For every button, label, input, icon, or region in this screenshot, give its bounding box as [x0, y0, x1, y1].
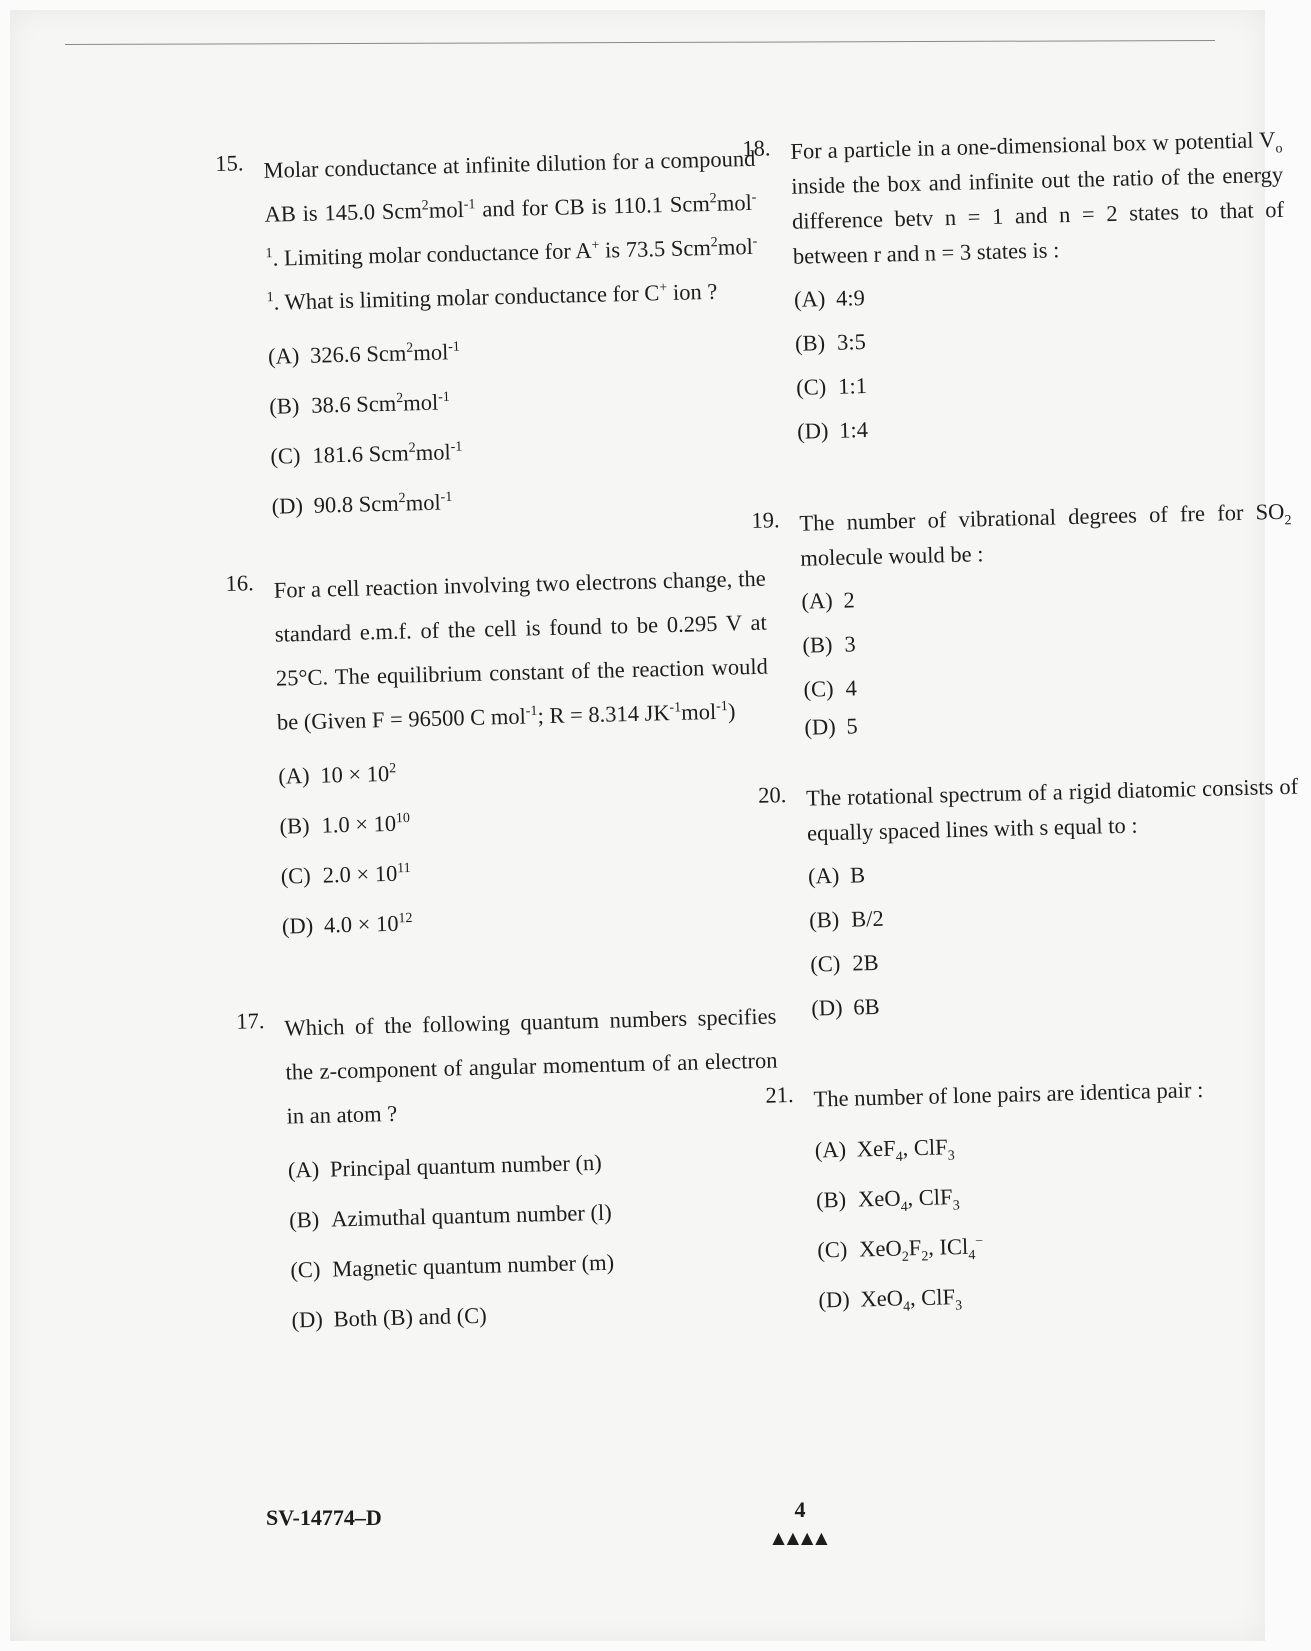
- option-b[interactable]: (B) XeO$_4$, ClF$_3$: [815, 1184, 960, 1215]
- option-c[interactable]: (C) 2B: [809, 949, 879, 977]
- question-number: 17.: [235, 1008, 265, 1034]
- option-c[interactable]: (C) 181.6 Scm$^2$mol$^{-1}$: [270, 439, 463, 469]
- option-c[interactable]: (C) 1:1: [795, 373, 868, 400]
- option-c[interactable]: (C) $2.0 \times 10^{11}$: [280, 860, 411, 889]
- top-rule: [65, 40, 1215, 45]
- option-d[interactable]: (D) Both (B) and (C): [291, 1302, 487, 1333]
- option-a[interactable]: (A) B: [807, 862, 866, 889]
- option-c[interactable]: (C) Magnetic quantum number (m): [290, 1249, 615, 1283]
- question-20: [758, 769, 1305, 1082]
- option-d[interactable]: (D) $4.0 \times 10^{12}$: [281, 910, 413, 939]
- option-b[interactable]: (B) B/2: [808, 905, 885, 933]
- question-text: The number of lone pairs are identica pair :: [813, 1077, 1204, 1112]
- question-15: [215, 137, 765, 570]
- option-a[interactable]: (A) 326.6 Scm$^2$mol$^{-1}$: [267, 339, 461, 369]
- question-text: The number of vibrational degrees of fre for $SO_2$ molecule would be :: [799, 498, 1292, 571]
- option-d[interactable]: (D) 1:4: [796, 417, 869, 444]
- question-number: 18.: [742, 135, 771, 161]
- option-d[interactable]: (D) 5: [804, 713, 859, 740]
- question-21: [765, 1069, 1311, 1320]
- option-a[interactable]: (A) XeF$_4$, ClF$_3$: [814, 1134, 955, 1166]
- question-number: 21.: [765, 1082, 794, 1108]
- question-18: [742, 122, 1291, 507]
- page-number: 4: [794, 1497, 806, 1522]
- option-b[interactable]: (B) $1.0 \times 10^{10}$: [279, 810, 411, 839]
- option-b[interactable]: (B) 38.6 Scm$^2$mol$^{-1}$: [268, 389, 450, 419]
- option-b[interactable]: (B) Azimuthal quantum number (l): [288, 1199, 612, 1233]
- question-text: The rotational spectrum of a rigid diatomic consists of equally spaced lines with s equal to :: [805, 773, 1299, 846]
- option-a[interactable]: (A) $10 \times 10^2$: [278, 760, 397, 789]
- question-17: [236, 995, 784, 1340]
- question-number: 15.: [215, 150, 244, 176]
- option-a[interactable]: (A) Principal quantum number (n): [287, 1149, 602, 1183]
- question-text: Molar conductance at infinite dilution for a compound AB is 145.0 Scm$^2$mol$^{-1}$ and for CB is 110.1 Scm$^2$mol$^{-1}$. Limiting molar conductance for A+ is 73.5 Scm$^2$mol$^{-1}$. What is limiting molar conductance for C+ ion ?: [263, 145, 758, 315]
- left-column: [215, 137, 784, 1340]
- exam-page: [10, 10, 1299, 1641]
- question-16: [225, 557, 776, 1008]
- paper-code: SV-14774–D: [266, 1505, 382, 1530]
- question-text: For a particle in a one-dimensional box w potential $V_o$ inside the box and infinite out the ratio of the energy difference betv n = 1 and n = 2 states to that of between r and n = 3 states is :: [790, 126, 1285, 269]
- question-text: Which of the following quantum numbers specifies the z-component of angular momentum of an electron in an atom ?: [284, 1003, 778, 1129]
- question-19: [751, 494, 1298, 782]
- option-d[interactable]: (D) 6B: [811, 993, 880, 1021]
- option-b[interactable]: (B) 3:5: [794, 329, 867, 356]
- question-number: 20.: [757, 782, 787, 808]
- question-number: 19.: [751, 507, 780, 533]
- right-column: [742, 122, 1311, 1320]
- triangle-marks-icon: ▲▲▲▲: [772, 1528, 830, 1547]
- question-text: For a cell reaction involving two electrons change, the standard e.m.f. of the cell is found to be 0.295 V at 25°C. The equilibrium constant of the reaction would be (Given F = 96500 C mol$^{-1}$; R = 8.314 $JK^{-1}mol^{-1}$): [273, 565, 769, 735]
- option-a[interactable]: (A) 4:9: [793, 285, 866, 312]
- option-c[interactable]: (C) $XeO_2F_2$, ICl$_4$−: [816, 1233, 984, 1265]
- question-number: 16.: [225, 570, 255, 596]
- option-a[interactable]: (A) 2: [801, 587, 855, 614]
- option-b[interactable]: (B) 3: [802, 631, 857, 658]
- option-c[interactable]: (C) 4: [803, 675, 858, 702]
- option-d[interactable]: (D) XeO$_4$, ClF$_3$: [818, 1284, 963, 1315]
- option-d[interactable]: (D) 90.8 Scm$^2$mol$^{-1}$: [271, 489, 453, 519]
